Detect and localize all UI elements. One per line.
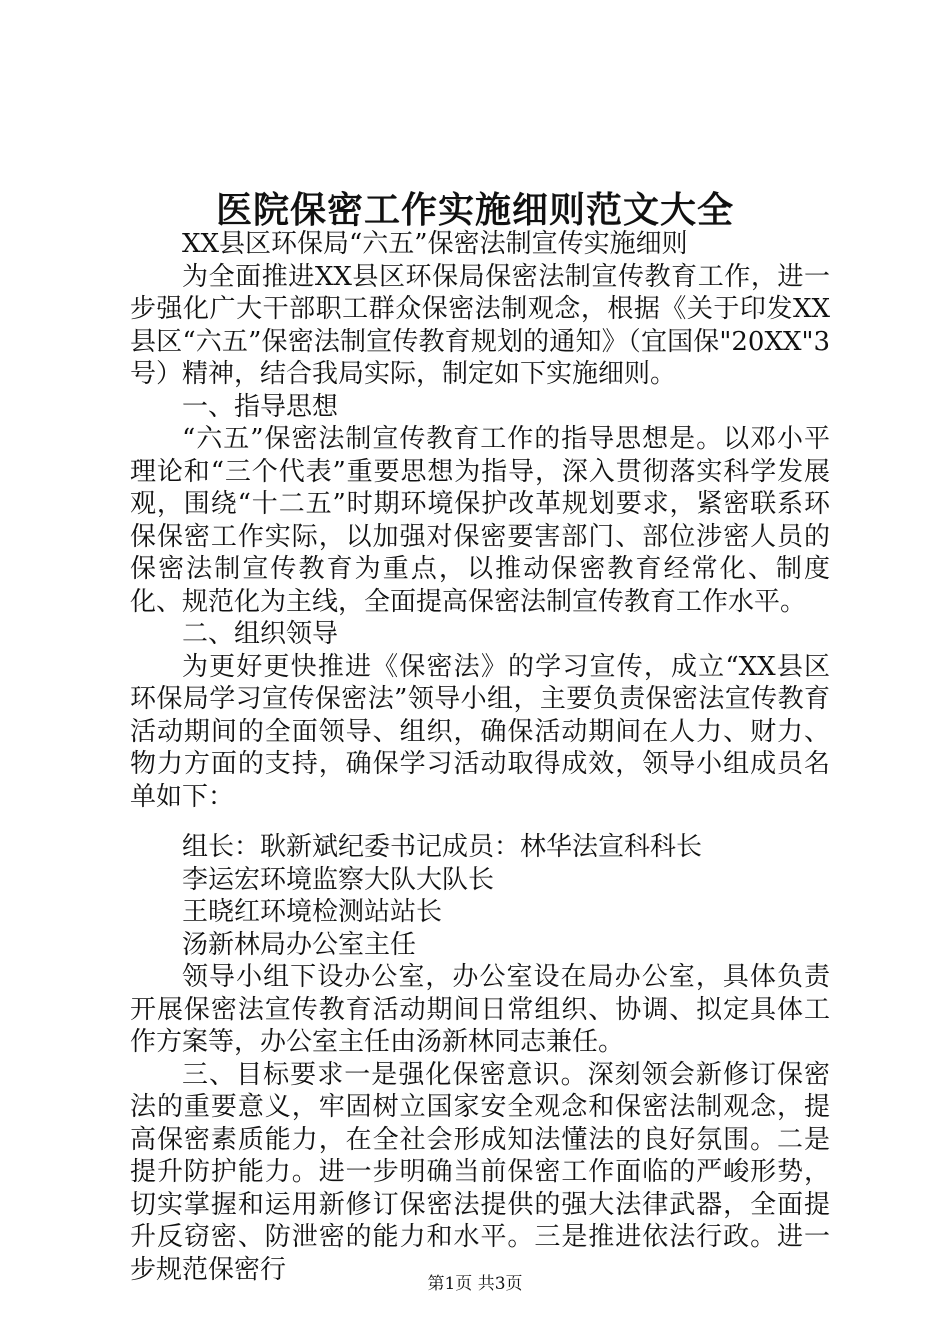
document-body bbox=[130, 228, 830, 1286]
member-line: 李运宏环境监察大队大队长 bbox=[182, 864, 495, 895]
goals-paragraph: 三、目标要求一是强化保密意识。深刻领会新修订保密法的重要意义，牢固树立国家安全观念和保密法制观念，提高保密素质能力，在全社会形成知法懂法的良好氛围。二是提升防护能力。进一步明确当前保密工作面临的严峻形势，切实掌握和运用新修订保密法提供的强大法律武器，全面提升反窃密、防泄密的能力和水平。三是推进依法行政。进一步规范保密行 bbox=[130, 1059, 830, 1285]
page-number-footer: 第1页 共3页 bbox=[427, 1274, 523, 1294]
office-paragraph: 领导小组下设办公室，办公室设在局办公室，具体负责开展保密法宣传教育活动期间日常组织、协调、拟定具体工作方案等，办公室主任由汤新林同志兼任。 bbox=[130, 962, 830, 1057]
document-title: 医院保密工作实施细则范文大全 bbox=[215, 189, 734, 231]
member-line: 王晓红环境检测站站长 bbox=[182, 897, 443, 927]
section-heading-guiding-thought: 一、指导思想 bbox=[182, 391, 339, 422]
section-heading-organization: 二、组织领导 bbox=[182, 619, 339, 649]
organization-paragraph: 为更好更快推进《保密法》的学习宣传，成立“XX县区环保局学习宣传保密法”领导小组，主要负责保密法宣传教育活动期间的全面领导、组织，确保活动期间在人力、财力、物力方面的支持，确保学习活动取得成效，领导小组成员名单如下： bbox=[130, 651, 830, 812]
spacer bbox=[130, 813, 830, 831]
guiding-thought-paragraph: “六五”保密法制宣传教育工作的指导思想是。以邓小平理论和“三个代表”重要思想为指导，深入贯彻落实科学发展观，围绕“十二五”时期环境保护改革规划要求，紧密联系环保保密工作实际，以加强对保密要害部门、部位涉密人员的保密法制宣传教育为重点，以推动保密教育经常化、制度化、规范化为主线，全面提高保密法制宣传教育工作水平。 bbox=[130, 424, 830, 617]
member-line: 汤新林局办公室主任 bbox=[182, 929, 417, 960]
subtitle-paragraph: XX县区环保局“六五”保密法制宣传实施细则 bbox=[182, 229, 688, 259]
member-line: 组长：耿新斌纪委书记成员：林华法宣科科长 bbox=[182, 832, 703, 862]
intro-paragraph: 为全面推进XX县区环保局保密法制宣传教育工作，进一步强化广大干部职工群众保密法制观念，根据《关于印发XX县区“六五”保密法制宣传教育规划的通知》（宜国保"20XX"3号）精神，结合我局实际，制定如下实施细则。 bbox=[130, 261, 830, 389]
